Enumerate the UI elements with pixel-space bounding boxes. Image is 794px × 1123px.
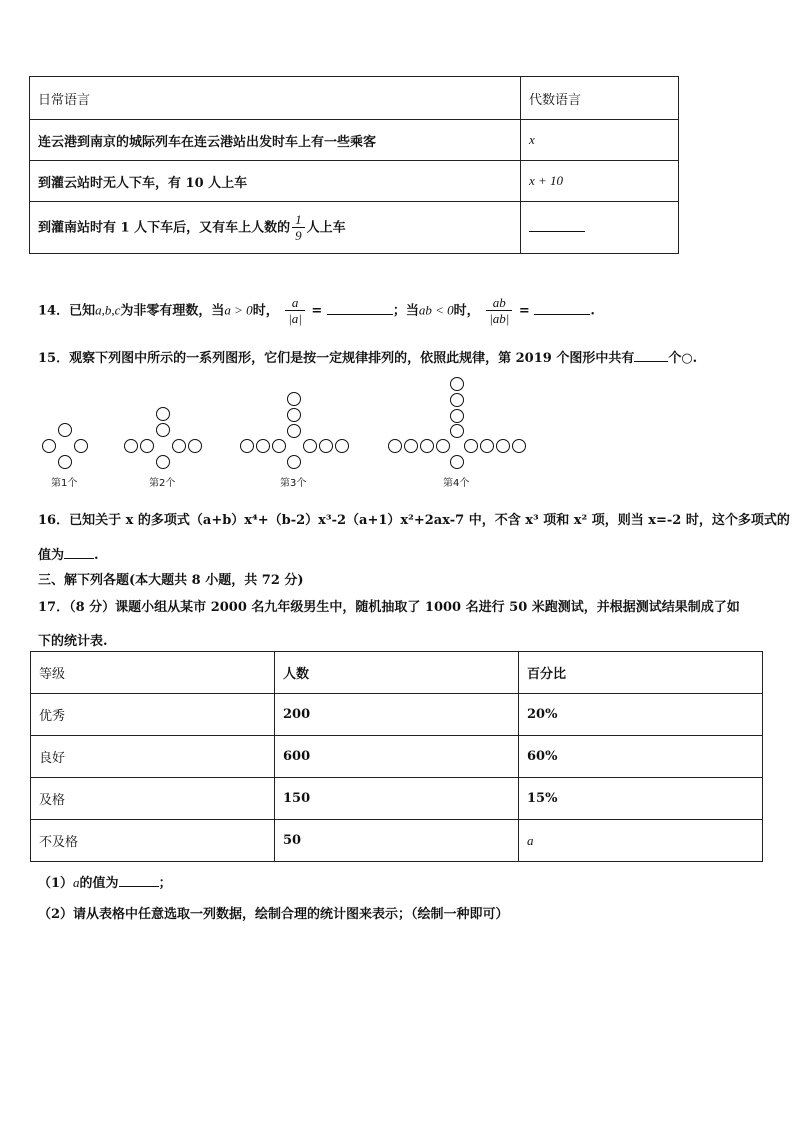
- question-text: 值为: [38, 548, 65, 563]
- question-text: 时，: [252, 303, 279, 319]
- table-row: [30, 202, 679, 254]
- section-heading: 三、解下列各题(本大题共 8 小题，共 72 分): [38, 573, 304, 588]
- table-cell: 连云港到南京的城际列车在连云港站出发时车上有一些乘客: [30, 120, 521, 161]
- table-cell: 不及格: [31, 820, 275, 862]
- question-text: ；: [158, 876, 172, 891]
- question-17-continued: 下的统计表.: [38, 634, 108, 649]
- math-expression: a > 0: [224, 302, 253, 318]
- equals-sign: =: [311, 303, 323, 319]
- question-text: .: [590, 303, 595, 319]
- pattern-caption: 第4个: [443, 478, 470, 489]
- question-text: 个○.: [668, 351, 698, 366]
- pattern-caption: 第2个: [149, 478, 176, 489]
- circle-pattern-figure: [0, 370, 560, 470]
- answer-blank[interactable]: [534, 302, 590, 315]
- answer-blank[interactable]: [119, 874, 159, 887]
- answer-blank[interactable]: [64, 546, 94, 559]
- table-cell: 20%: [519, 694, 763, 736]
- math-expression: ab < 0: [418, 302, 454, 318]
- table-cell: 优秀: [31, 694, 275, 736]
- fraction: [285, 296, 305, 326]
- table-cell: [521, 202, 679, 254]
- question-17: 17．（8 分）课题小组从某市 2000 名九年级男生中，随机抽取了 1000 名进行 50 米跑测试，并根据测试结果制成了如: [38, 600, 740, 615]
- fraction-numerator: a: [291, 295, 299, 310]
- answer-blank[interactable]: [529, 219, 585, 232]
- pattern-caption: 第3个: [280, 478, 307, 489]
- table-header-cell: 代数语言: [521, 77, 679, 120]
- fraction-denominator: |a|: [285, 310, 305, 326]
- question-15: [38, 347, 697, 366]
- table-row: [31, 736, 763, 778]
- equals-sign: =: [518, 303, 530, 319]
- pattern-4: [389, 378, 526, 469]
- pattern-2: [125, 408, 202, 469]
- table-row: [30, 161, 679, 202]
- question-16: 16．已知关于 x 的多项式（a+b）x⁴+（b-2）x³-2（a+1）x²+2ax-7 中，不含 x³ 项和 x² 项，则当 x=-2 时，这个多项式的: [38, 513, 790, 528]
- language-table: [29, 76, 679, 254]
- pattern-caption: 第1个: [51, 478, 78, 489]
- table-header-cell: 等级: [31, 652, 275, 694]
- table-cell: 15%: [519, 778, 763, 820]
- question-16-continued: [38, 544, 99, 563]
- question-number: 14．: [38, 303, 70, 319]
- question-text: .: [94, 548, 99, 563]
- table-cell: 200: [275, 694, 519, 736]
- fraction: [486, 296, 512, 326]
- sub-question-2: （2）请从表格中任意选取一列数据，绘制合理的统计图来表示；（绘制一种即可）: [38, 907, 509, 922]
- cell-text: 人上车: [306, 220, 346, 235]
- table-cell: 600: [275, 736, 519, 778]
- question-text: 为非零有理数，当: [120, 303, 225, 319]
- sub-question-1: [38, 872, 172, 891]
- table-header-cell: 百分比: [519, 652, 763, 694]
- fraction-denominator: 9: [292, 227, 305, 243]
- table-cell: 60%: [519, 736, 763, 778]
- fraction: [292, 213, 305, 243]
- table-row: [31, 820, 763, 862]
- question-text: 已知: [69, 303, 96, 319]
- question-14: [38, 296, 595, 326]
- math-expression: a: [73, 875, 80, 890]
- table-cell: x + 10: [521, 161, 679, 202]
- question-text: （1）: [38, 876, 74, 891]
- statistics-table: [30, 651, 763, 862]
- question-text: 15．观察下列图中所示的一系列图形，它们是按一定规律排列的，依照此规律，第 2019 个图形中共有: [38, 351, 635, 366]
- question-text: 时，: [453, 303, 480, 319]
- table-header-cell: 日常语言: [30, 77, 521, 120]
- table-cell: 50: [275, 820, 519, 862]
- table-row: [31, 694, 763, 736]
- math-expression: a,b,c: [95, 302, 121, 318]
- cell-text: 到灌南站时有 1 人下车后，又有车上人数的: [38, 220, 291, 235]
- table-cell: [30, 202, 521, 254]
- question-text: 的值为: [79, 876, 119, 891]
- answer-blank[interactable]: [634, 349, 668, 362]
- answer-blank[interactable]: [327, 302, 393, 315]
- fraction-denominator: |ab|: [486, 310, 512, 326]
- table-row: [31, 778, 763, 820]
- table-row: [30, 120, 679, 161]
- question-text: ；当: [392, 303, 419, 319]
- fraction-numerator: ab: [492, 295, 506, 310]
- fraction-numerator: 1: [295, 211, 302, 227]
- table-cell: 及格: [31, 778, 275, 820]
- table-row: [30, 77, 679, 120]
- table-cell: 良好: [31, 736, 275, 778]
- table-header-cell: 人数: [275, 652, 519, 694]
- table-cell: x: [521, 120, 679, 161]
- pattern-1: [43, 424, 88, 469]
- table-cell: a: [519, 820, 763, 862]
- table-cell: 150: [275, 778, 519, 820]
- table-cell: 到灌云站时无人下车，有 10 人上车: [30, 161, 521, 202]
- pattern-3: [241, 393, 349, 469]
- table-row: [31, 652, 763, 694]
